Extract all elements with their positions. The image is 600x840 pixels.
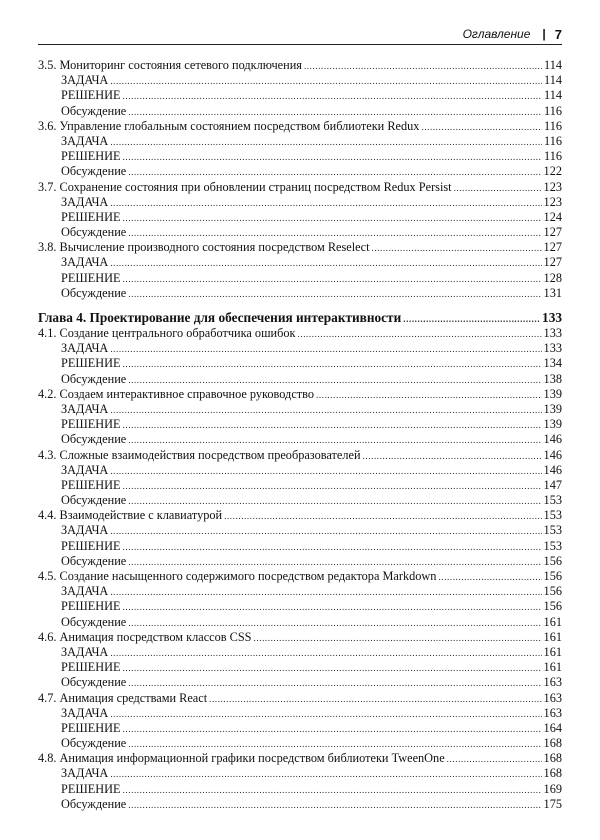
toc-entry-title: ЗАДАЧА	[61, 705, 109, 720]
toc-entry-page: 134	[543, 356, 562, 371]
toc-entry-title: Обсуждение	[61, 164, 127, 179]
dot-leader	[110, 135, 542, 150]
toc-entry-title: Обсуждение	[61, 371, 127, 386]
toc-section-entry[interactable]	[38, 58, 562, 73]
toc-subsection-entry[interactable]	[38, 255, 562, 270]
toc-entry-title: ЗАДАЧА	[61, 341, 109, 356]
running-head-title: Оглавление	[462, 27, 531, 41]
dot-leader	[110, 74, 542, 89]
dot-leader	[110, 585, 541, 600]
toc-entry-title: 4.2. Создаем интерактивное справочное руководство	[38, 386, 315, 401]
toc-subsection-entry[interactable]	[38, 73, 562, 88]
dot-leader	[224, 509, 541, 524]
toc-entry-title: Обсуждение	[61, 493, 127, 508]
dot-leader	[128, 433, 541, 448]
toc-entry-page: 153	[543, 538, 562, 553]
toc-entry-title: РЕШЕНИЕ	[61, 538, 121, 553]
toc-entry-page: 163	[543, 690, 562, 705]
dot-leader	[123, 783, 542, 798]
dot-leader	[123, 722, 542, 737]
toc-entry-page: 139	[543, 417, 562, 432]
dot-leader	[123, 600, 542, 615]
page-number: 7	[554, 26, 562, 42]
toc-subsection-entry[interactable]	[38, 164, 562, 179]
toc-entry-title: РЕШЕНИЕ	[61, 781, 121, 796]
toc-entry-title: Обсуждение	[61, 225, 127, 240]
toc-entry-page: 164	[543, 720, 562, 735]
toc-entry-page: 146	[543, 462, 562, 477]
table-of-contents	[38, 58, 562, 812]
dot-leader	[110, 646, 541, 661]
toc-subsection-entry[interactable]	[38, 706, 562, 721]
toc-subsection-entry[interactable]	[38, 736, 562, 751]
toc-subsection-entry[interactable]	[38, 341, 562, 356]
toc-section-entry[interactable]	[38, 630, 562, 645]
dot-leader	[123, 211, 542, 226]
toc-entry-page: 123	[543, 194, 562, 209]
toc-entry-page: 163	[543, 705, 562, 720]
toc-entry-title: Обсуждение	[61, 285, 127, 300]
toc-entry-title: ЗАДАЧА	[61, 766, 109, 781]
toc-entry-title: ЗАДАЧА	[61, 255, 109, 270]
toc-entry-page: 128	[543, 270, 562, 285]
toc-entry-title: РЕШЕНИЕ	[61, 356, 121, 371]
toc-subsection-entry[interactable]	[38, 286, 562, 301]
toc-subsection-entry[interactable]	[38, 210, 562, 225]
toc-entry-title: ЗАДАЧА	[61, 462, 109, 477]
toc-entry-title: ЗАДАЧА	[61, 584, 109, 599]
toc-entry-title: ЗАДАЧА	[61, 644, 109, 659]
dot-leader	[110, 403, 541, 418]
toc-entry-page: 156	[543, 569, 562, 583]
toc-entry-page: 133	[543, 341, 562, 356]
toc-subsection-entry[interactable]	[38, 372, 562, 387]
toc-subsection-entry[interactable]	[38, 195, 562, 210]
toc-entry-page: 139	[543, 401, 562, 416]
toc-entry-title: 3.8. Вычисление производного состояния посредством Reselect	[38, 240, 370, 255]
dot-leader	[254, 631, 542, 646]
toc-entry-title: РЕШЕНИЕ	[61, 660, 121, 675]
toc-entry-page: 133	[542, 310, 562, 325]
toc-entry-title: РЕШЕНИЕ	[61, 599, 121, 614]
dot-leader	[209, 692, 541, 707]
toc-entry-title: 3.7. Сохранение состояния при обновлении страниц посредством Redux Persist	[38, 179, 452, 194]
dot-leader	[128, 165, 541, 180]
toc-entry-title: 4.1. Создание центрального обработчика ошибок	[38, 326, 296, 340]
toc-entry-page: 116	[544, 149, 562, 164]
dot-leader	[123, 661, 542, 676]
toc-entry-title: 3.6. Управление глобальным состоянием посредством библиотеки Redux	[38, 118, 420, 133]
dot-leader	[110, 256, 541, 271]
toc-subsection-entry[interactable]	[38, 417, 562, 432]
toc-entry-page: 168	[543, 751, 562, 766]
dot-leader	[438, 570, 541, 585]
toc-entry-title: 4.7. Анимация средствами React	[38, 690, 208, 705]
toc-entry-title: 4.4. Взаимодействие с клавиатурой	[38, 508, 223, 523]
toc-entry-page: 161	[543, 614, 562, 629]
toc-entry-page: 114	[544, 73, 562, 88]
toc-entry-page: 156	[543, 584, 562, 599]
dot-leader	[128, 287, 541, 302]
toc-entry-page: 131	[543, 285, 562, 300]
toc-entry-page: 163	[543, 675, 562, 690]
dot-leader	[403, 311, 540, 328]
toc-subsection-entry[interactable]	[38, 599, 562, 614]
dot-leader	[123, 89, 542, 104]
dot-leader	[128, 676, 541, 691]
dot-leader	[123, 150, 542, 165]
toc-section-entry[interactable]	[38, 326, 562, 341]
toc-entry-title: Глава 4. Проектирование для обеспечения интерактивности	[38, 310, 402, 325]
toc-entry-title: РЕШЕНИЕ	[61, 209, 121, 224]
toc-chapter-entry[interactable]	[38, 309, 562, 326]
toc-section-entry[interactable]	[38, 180, 562, 195]
dot-leader	[123, 357, 542, 372]
toc-subsection-entry[interactable]	[38, 584, 562, 599]
toc-entry-page: 114	[544, 58, 562, 72]
dot-leader	[110, 707, 541, 722]
toc-entry-page: 123	[543, 179, 562, 194]
toc-subsection-entry[interactable]	[38, 463, 562, 478]
dot-leader	[110, 767, 541, 782]
dot-leader	[454, 181, 542, 196]
toc-subsection-entry[interactable]	[38, 660, 562, 675]
dot-leader	[123, 540, 542, 555]
toc-entry-page: 168	[543, 766, 562, 781]
toc-section-entry[interactable]	[38, 240, 562, 255]
toc-entry-page: 116	[544, 103, 562, 118]
toc-subsection-entry[interactable]	[38, 134, 562, 149]
toc-entry-page: 146	[543, 432, 562, 447]
toc-entry-page: 175	[543, 796, 562, 811]
dot-leader	[110, 196, 541, 211]
dot-leader	[447, 752, 542, 767]
toc-entry-page: 161	[543, 660, 562, 675]
toc-subsection-entry[interactable]	[38, 432, 562, 447]
toc-entry-page: 116	[544, 118, 562, 133]
dot-leader	[128, 555, 541, 570]
toc-subsection-entry[interactable]	[38, 402, 562, 417]
toc-entry-page: 139	[543, 386, 562, 401]
toc-subsection-entry[interactable]	[38, 88, 562, 103]
toc-subsection-entry[interactable]	[38, 225, 562, 240]
toc-entry-page: 156	[543, 553, 562, 568]
toc-entry-page: 153	[543, 493, 562, 508]
page-header	[38, 26, 562, 42]
toc-entry-page: 127	[543, 225, 562, 240]
dot-leader	[421, 120, 542, 135]
toc-entry-page: 147	[543, 477, 562, 492]
toc-entry-title: 4.8. Анимация информационной графики посредством библиотеки TweenOne	[38, 751, 445, 766]
header-rule	[38, 44, 562, 45]
toc-entry-title: ЗАДАЧА	[61, 523, 109, 538]
toc-subsection-entry[interactable]	[38, 645, 562, 660]
toc-entry-page: 169	[543, 781, 562, 796]
toc-entry-page: 122	[543, 164, 562, 179]
toc-entry-title: ЗАДАЧА	[61, 73, 109, 88]
toc-entry-title: РЕШЕНИЕ	[61, 88, 121, 103]
dot-leader	[128, 798, 541, 813]
toc-section-entry[interactable]	[38, 751, 562, 766]
dot-leader	[123, 418, 542, 433]
toc-subsection-entry[interactable]	[38, 539, 562, 554]
toc-entry-page: 127	[543, 240, 562, 255]
dot-leader	[363, 449, 542, 464]
toc-entry-title: Обсуждение	[61, 614, 127, 629]
toc-entry-page: 124	[543, 209, 562, 224]
toc-subsection-entry[interactable]	[38, 271, 562, 286]
toc-subsection-entry[interactable]	[38, 523, 562, 538]
toc-entry-title: РЕШЕНИЕ	[61, 149, 121, 164]
toc-entry-page: 114	[544, 88, 562, 103]
toc-entry-page: 161	[543, 644, 562, 659]
dot-leader	[123, 272, 542, 287]
toc-subsection-entry[interactable]	[38, 766, 562, 781]
toc-subsection-entry[interactable]	[38, 493, 562, 508]
toc-subsection-entry[interactable]	[38, 554, 562, 569]
toc-entry-page: 153	[543, 523, 562, 538]
toc-entry-page: 138	[543, 371, 562, 386]
dot-leader	[128, 494, 541, 509]
toc-entry-title: ЗАДАЧА	[61, 401, 109, 416]
toc-entry-page: 133	[543, 326, 562, 340]
dot-leader	[128, 616, 541, 631]
toc-entry-title: Обсуждение	[61, 736, 127, 751]
dot-leader	[128, 226, 541, 241]
dot-leader	[128, 373, 541, 388]
toc-entry-page: 127	[543, 255, 562, 270]
toc-entry-title: РЕШЕНИЕ	[61, 477, 121, 492]
toc-subsection-entry[interactable]	[38, 797, 562, 812]
toc-section-entry[interactable]	[38, 508, 562, 523]
toc-entry-title: 4.5. Создание насыщенного содержимого посредством редактора Markdown	[38, 569, 437, 583]
dot-leader	[110, 342, 541, 357]
toc-entry-title: ЗАДАЧА	[61, 133, 109, 148]
toc-subsection-entry[interactable]	[38, 356, 562, 371]
toc-subsection-entry[interactable]	[38, 721, 562, 736]
dot-leader	[304, 59, 542, 74]
toc-section-entry[interactable]	[38, 569, 562, 584]
toc-entry-page: 153	[543, 508, 562, 523]
toc-entry-title: Обсуждение	[61, 432, 127, 447]
dot-leader	[110, 464, 541, 479]
toc-entry-title: РЕШЕНИЕ	[61, 270, 121, 285]
toc-entry-title: ЗАДАЧА	[61, 194, 109, 209]
dot-leader	[372, 241, 542, 256]
toc-entry-title: Обсуждение	[61, 103, 127, 118]
toc-subsection-entry[interactable]	[38, 104, 562, 119]
dot-leader	[110, 524, 541, 539]
toc-section-entry[interactable]	[38, 387, 562, 402]
toc-entry-title: Обсуждение	[61, 796, 127, 811]
toc-entry-title: Обсуждение	[61, 553, 127, 568]
dot-leader	[128, 737, 541, 752]
toc-entry-title: 4.3. Сложные взаимодействия посредством преобразователей	[38, 447, 361, 462]
toc-subsection-entry[interactable]	[38, 615, 562, 630]
toc-subsection-entry[interactable]	[38, 675, 562, 690]
toc-entry-title: РЕШЕНИЕ	[61, 417, 121, 432]
dot-leader	[316, 388, 542, 403]
toc-entry-title: РЕШЕНИЕ	[61, 720, 121, 735]
toc-entry-page: 161	[543, 629, 562, 644]
running-head-separator: |	[542, 27, 546, 41]
toc-subsection-entry[interactable]	[38, 478, 562, 493]
toc-entry-title: 3.5. Мониторинг состояния сетевого подключения	[38, 58, 302, 72]
toc-entry-page: 168	[543, 736, 562, 751]
dot-leader	[123, 479, 542, 494]
toc-section-entry[interactable]	[38, 691, 562, 706]
toc-entry-page: 156	[543, 599, 562, 614]
toc-entry-title: 4.6. Анимация посредством классов CSS	[38, 629, 252, 644]
toc-entry-title: Обсуждение	[61, 675, 127, 690]
toc-section-entry[interactable]	[38, 448, 562, 463]
toc-entry-page: 116	[544, 133, 562, 148]
toc-subsection-entry[interactable]	[38, 149, 562, 164]
dot-leader	[128, 105, 542, 120]
dot-leader	[298, 327, 542, 342]
toc-entry-page: 146	[543, 447, 562, 462]
toc-section-entry[interactable]	[38, 119, 562, 134]
toc-subsection-entry[interactable]	[38, 782, 562, 797]
